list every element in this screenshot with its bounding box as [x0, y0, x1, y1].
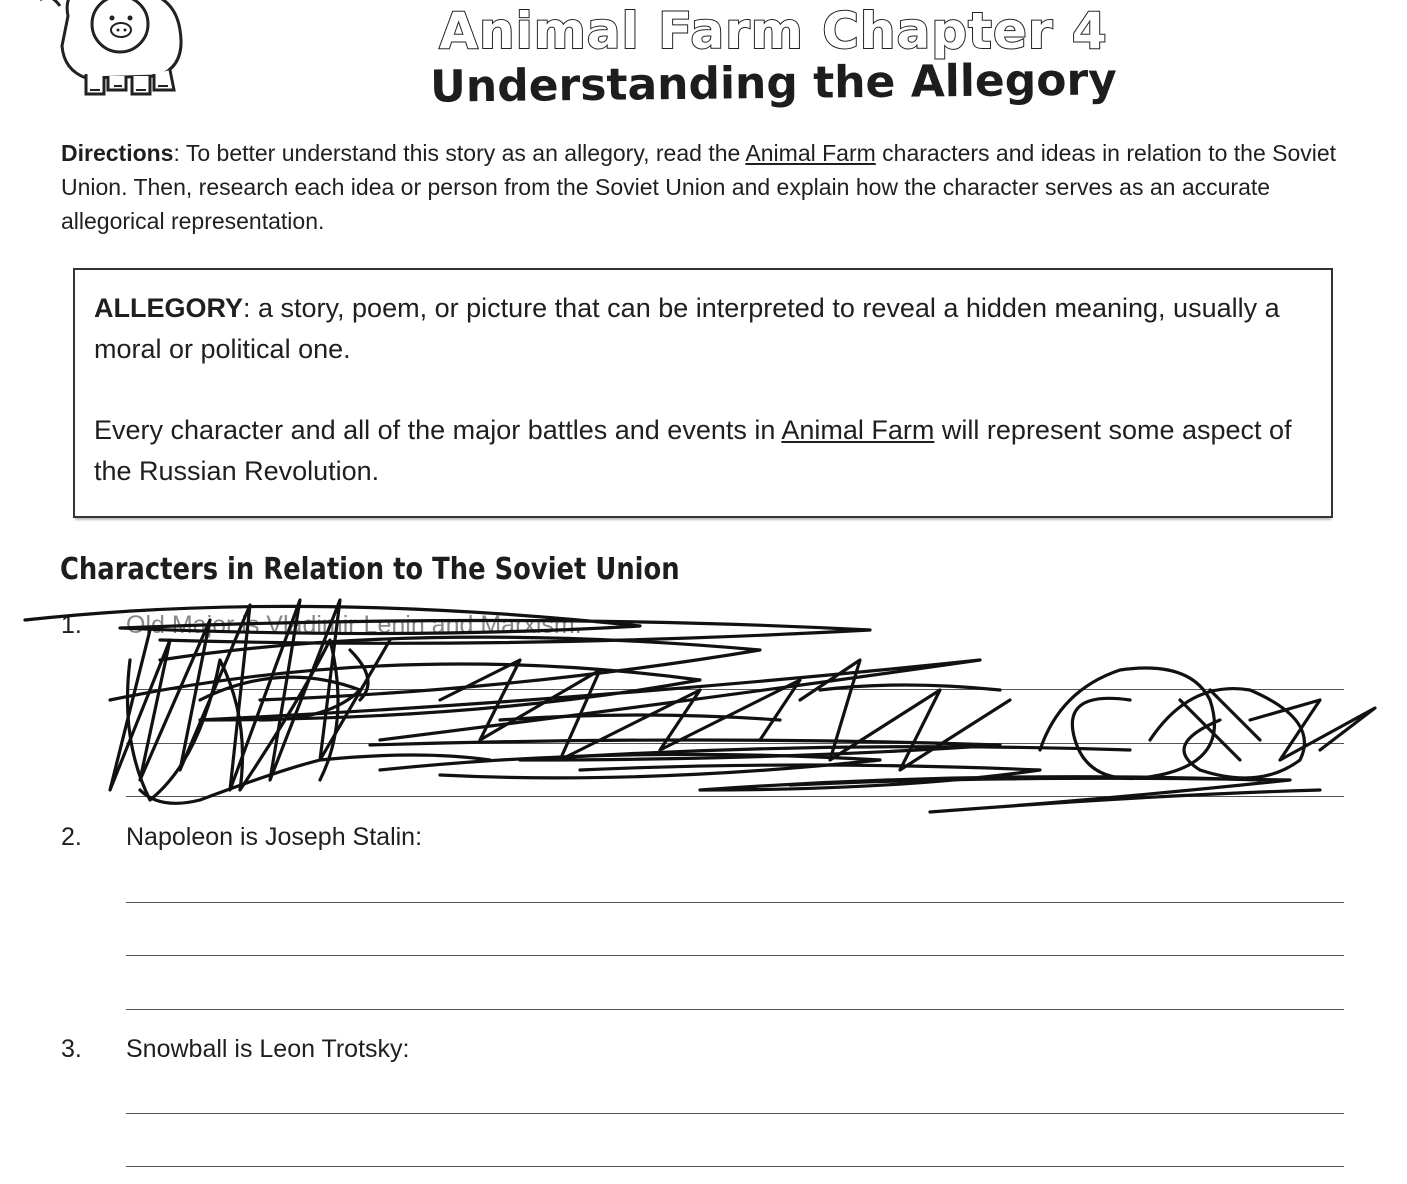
directions-label: Directions [61, 140, 174, 166]
answer-line[interactable] [126, 743, 1344, 744]
answer-line[interactable] [126, 1009, 1344, 1010]
answer-line[interactable] [126, 1113, 1344, 1114]
answer-line[interactable] [126, 902, 1344, 903]
question-2 [61, 823, 422, 852]
question-3 [61, 1035, 409, 1064]
question-text: Old Major is Vladimir Lenin and Marxism: [126, 611, 582, 639]
directions-text-before: : To better understand this story as an allegory, read the [173, 140, 746, 166]
answer-line[interactable] [126, 689, 1344, 690]
page-subtitle: Understanding the Allegory [429, 54, 1118, 113]
question-number: 2. [61, 823, 82, 851]
directions-book-title: Animal Farm [745, 140, 876, 166]
allegory-term: ALLEGORY [94, 293, 244, 323]
allegory-note-before: Every character and all of the major battles and events in [94, 415, 782, 445]
directions-text-after: characters and ideas in relation to the Soviet Union. Then, research each idea or person from the Soviet Union and explain how the character serves as an accurate allegorical representation. [61, 140, 1337, 234]
allegory-definition-box [73, 268, 1333, 518]
question-1 [61, 611, 582, 640]
question-number: 3. [61, 1035, 82, 1063]
answer-line[interactable] [126, 1166, 1344, 1167]
question-text: Snowball is Leon Trotsky: [126, 1035, 410, 1063]
allegory-definition [94, 288, 1311, 370]
directions-paragraph [61, 136, 1356, 238]
question-number: 1. [61, 611, 82, 639]
page-title: Animal Farm Chapter 4 [439, 2, 1108, 60]
answer-line[interactable] [126, 796, 1344, 797]
allegory-definition-text: : a story, poem, or picture that can be interpreted to reveal a hidden meaning, usually a moral or political one. [94, 293, 1280, 364]
question-text: Napoleon is Joseph Stalin: [126, 823, 423, 851]
allegory-book-title: Animal Farm [781, 415, 935, 445]
answer-line[interactable] [126, 955, 1344, 956]
allegory-note [94, 410, 1311, 492]
allegory-note-after: will represent some aspect of the Russian Revolution. [94, 415, 1292, 486]
section-heading: Characters in Relation to The Soviet Union [60, 552, 680, 587]
